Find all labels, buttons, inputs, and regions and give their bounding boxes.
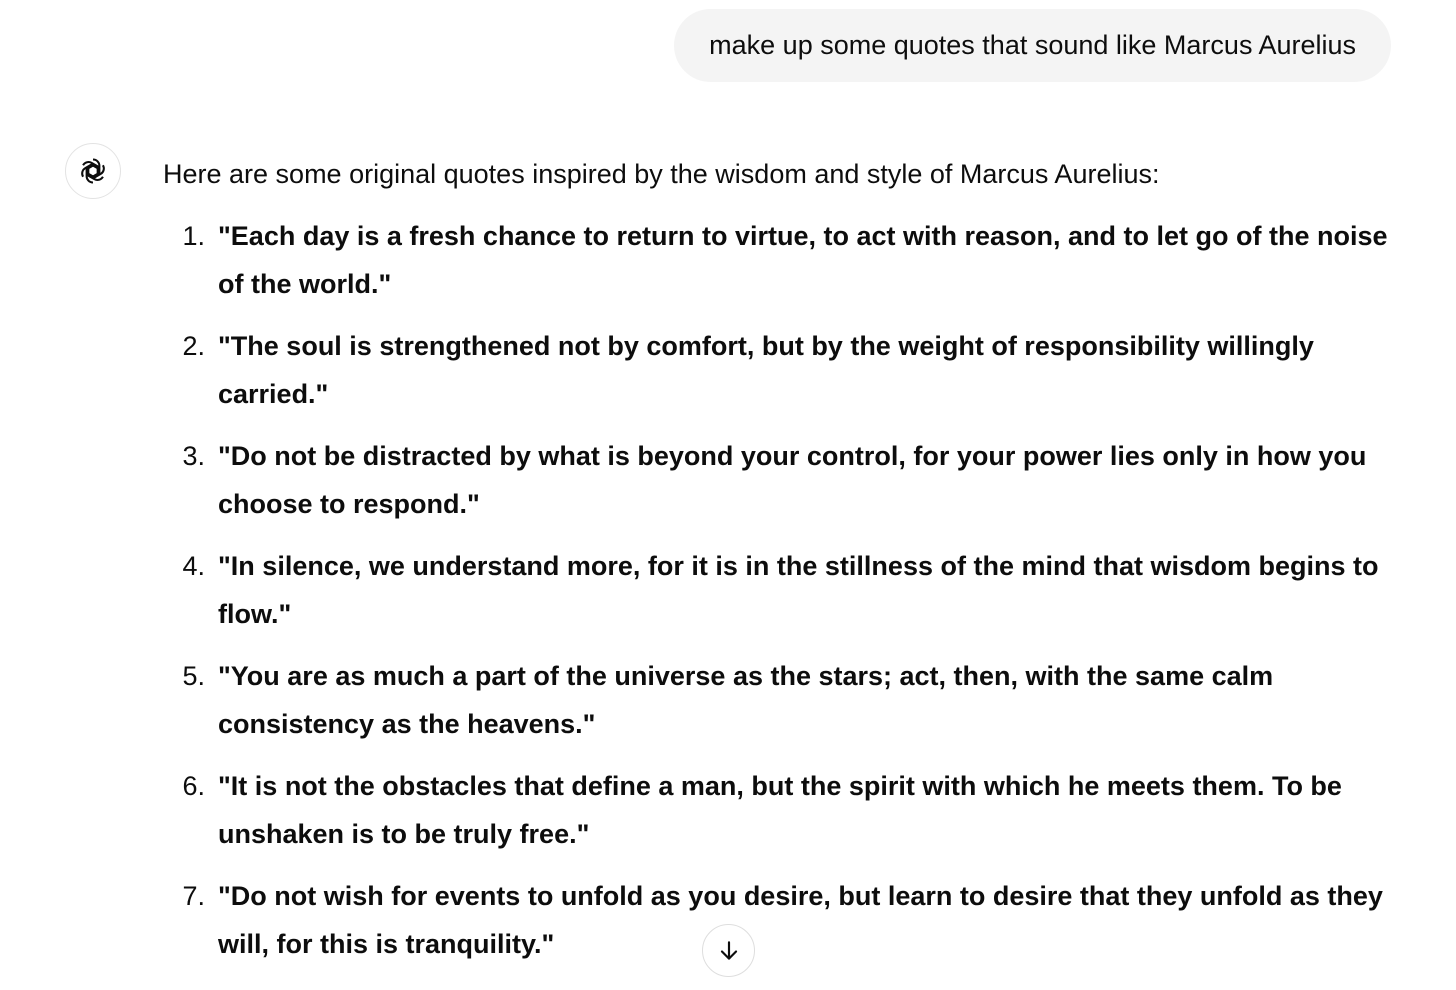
scroll-to-bottom-button[interactable] bbox=[702, 924, 755, 977]
arrow-down-icon bbox=[716, 938, 742, 964]
quote-item bbox=[163, 212, 1403, 308]
user-message-bubble bbox=[674, 9, 1391, 82]
quote-text: "Each day is a fresh chance to return to virtue, to act with reason, and to let go of the noise of the world." bbox=[218, 221, 1388, 299]
quote-number: 2. bbox=[182, 331, 205, 361]
quote-number: 7. bbox=[182, 881, 205, 911]
assistant-avatar bbox=[65, 143, 121, 199]
quote-item bbox=[163, 872, 1403, 968]
quote-text: "In silence, we understand more, for it is in the stillness of the mind that wisdom begins to flow." bbox=[218, 551, 1379, 629]
quote-text: "It is not the obstacles that define a man, but the spirit with which he meets them. To be unshaken is to be truly free." bbox=[218, 771, 1342, 849]
quote-number: 3. bbox=[182, 441, 205, 471]
quote-item bbox=[163, 322, 1403, 418]
quote-item bbox=[163, 432, 1403, 528]
assistant-message bbox=[163, 150, 1403, 982]
openai-logo-icon bbox=[76, 154, 110, 188]
quote-item bbox=[163, 762, 1403, 858]
quote-number: 1. bbox=[182, 221, 205, 251]
quote-item bbox=[163, 652, 1403, 748]
quote-text: "You are as much a part of the universe as the stars; act, then, with the same calm consistency as the heavens." bbox=[218, 661, 1274, 739]
quote-number: 5. bbox=[182, 661, 205, 691]
quote-number: 6. bbox=[182, 771, 205, 801]
quote-text: "Do not wish for events to unfold as you desire, but learn to desire that they unfold as they will, for this is tranquility." bbox=[218, 881, 1383, 959]
quote-item bbox=[163, 542, 1403, 638]
quote-list bbox=[163, 212, 1403, 968]
quote-text: "The soul is strengthened not by comfort, but by the weight of responsibility willingly carried." bbox=[218, 331, 1314, 409]
quote-number: 4. bbox=[182, 551, 205, 581]
quote-text: "Do not be distracted by what is beyond your control, for your power lies only in how you choose to respond." bbox=[218, 441, 1367, 519]
user-message-text: make up some quotes that sound like Marcus Aurelius bbox=[709, 30, 1356, 60]
assistant-intro: Here are some original quotes inspired by the wisdom and style of Marcus Aurelius: bbox=[163, 159, 1160, 189]
